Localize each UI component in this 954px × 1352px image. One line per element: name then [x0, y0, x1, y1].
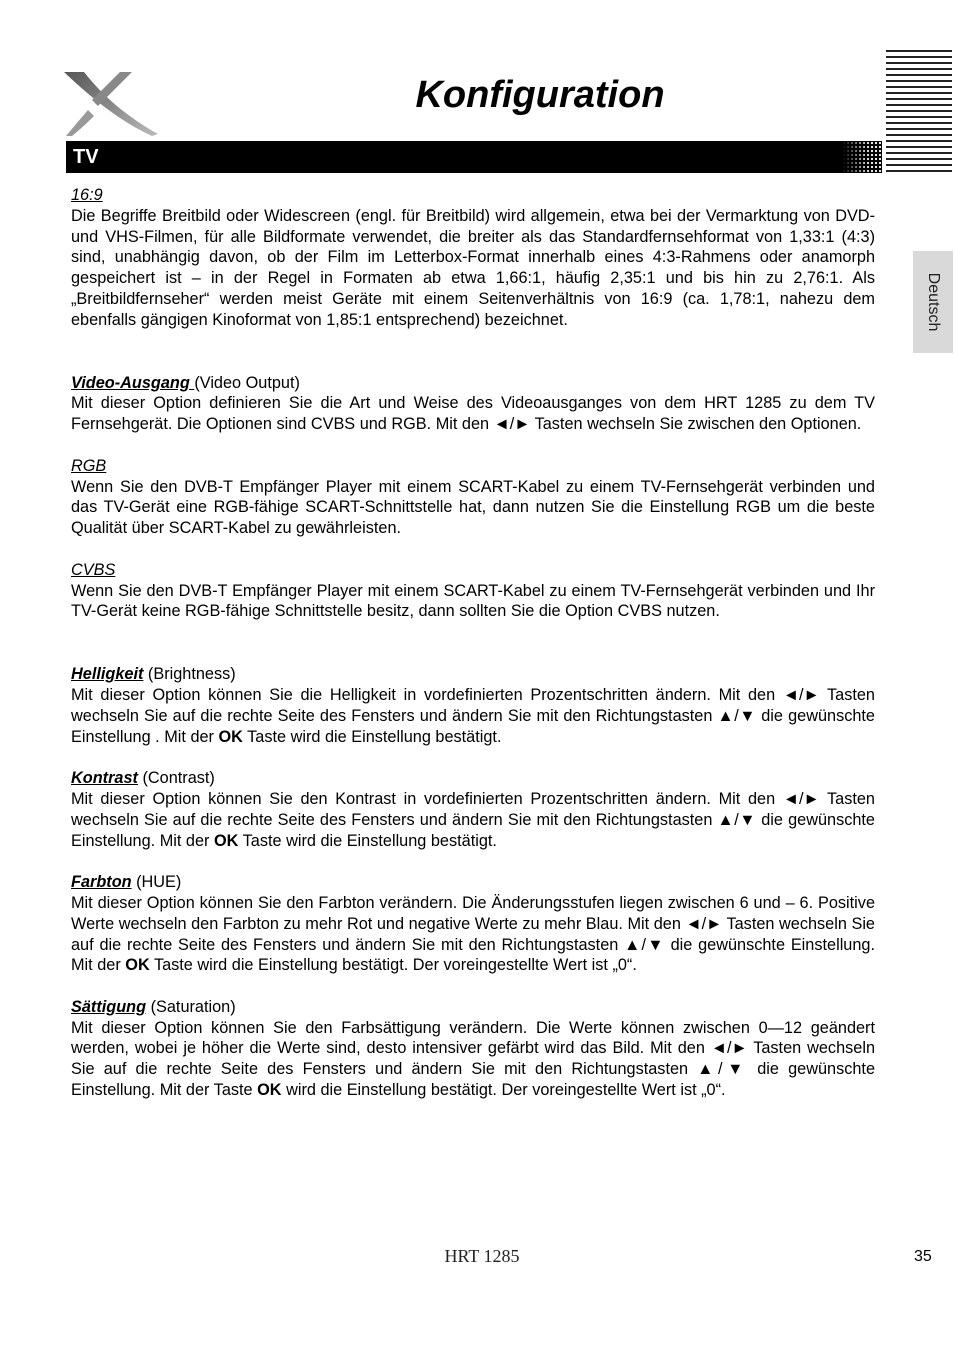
- ok-key-label: OK: [213, 831, 239, 850]
- decorative-stripes: [886, 50, 952, 178]
- section-body: [71, 685, 875, 747]
- dot-pattern-icon: [842, 141, 882, 173]
- section-saettigung: [71, 997, 875, 1101]
- body-text: Mit dieser Option können Sie den Kontrast in vordefinierten Prozentschritten ändern. Mit den ◄/► Tasten wechseln Sie auf die rechte Seite des Fensters und ändern Sie mit den Richtungstasten ▲/▼ die gewünschte Einstellung. Mit der: [71, 789, 875, 850]
- section-heading: Kontrast: [71, 769, 138, 788]
- section-heading: 16:9: [71, 186, 103, 204]
- section-heading: Helligkeit: [71, 665, 144, 684]
- section-body: Die Begriffe Breitbild oder Widescreen (engl. für Breitbild) wird allgemein, etwa bei der Vermarktung von DVD- und VHS-Filmen, für alle Bildformate verwendet, die breiter als das Standardfernsehformat von 1,33:1 (4:3) sind, unabhängig davon, ob der Film im Letterbox-Format innerhalb eines 4:3-Rahmens oder anamorph gespeichert ist – in der Regel in Formaten ab etwa 1,66:1, häufig 2,35:1 und bis hin zu 2,76:1. Als „Breitbildfernseher“ werden meist Geräte mit einem Seitenverhältnis von 16:9 (ca. 1,78:1, nahezu dem ebenfalls gängigen Kinoformat von 1,85:1 entsprechend) bezeichnet.: [71, 206, 875, 329]
- ok-key-label: OK: [257, 1081, 282, 1100]
- section-farbton: [71, 872, 875, 976]
- section-16-9: [71, 185, 875, 331]
- section-body: Mit dieser Option definieren Sie die Art und Weise des Videoausganges von dem HRT 1285 zu dem TV Fernsehgerät. Die Optionen sind CVBS und RGB. Mit den ◄/► Tasten wechseln Sie zwischen den Optionen.: [71, 394, 875, 434]
- page-number: 35: [914, 1248, 932, 1265]
- section-body: Wenn Sie den DVB-T Empfänger Player mit einem SCART-Kabel zu einem TV-Fernsehgerät verbinden und das TV-Gerät eine RGB-fähige SCART-Schnittstelle hat, dann nutzen Sie die Einstellung RGB um die beste Qualität über SCART-Kabel zu gewährleisten.: [71, 477, 875, 538]
- section-heading: Sättigung: [71, 997, 147, 1016]
- section-body: [71, 789, 875, 851]
- ok-key-label: OK: [125, 956, 150, 975]
- section-header-bar: [66, 141, 882, 173]
- footer-brand: HRT 1285: [444, 1246, 520, 1266]
- section-heading: CVBS: [71, 560, 116, 579]
- section-subtitle: (Saturation): [146, 997, 236, 1016]
- section-heading: RGB: [71, 456, 107, 475]
- body-text: Mit dieser Option können Sie den Farbton verändern. Die Änderungsstufen liegen zwischen 6 und – 6. Positive Werte wechseln den Farbton zu mehr Rot und negative Werte zu mehr Blau. Mit den ◄/► Tasten wechseln Sie auf die rechte Seite des Fensters und ändern Sie mit den Richtungstasten ▲/▼ die gewünschte Einstellung. Mit der: [71, 893, 875, 975]
- section-body: [71, 1018, 875, 1101]
- ok-key-label: OK: [218, 727, 243, 746]
- body-text: Taste wird die Einstellung bestätigt.: [242, 727, 502, 746]
- main-content: [71, 185, 875, 1101]
- section-subtitle: (Contrast): [137, 769, 215, 788]
- section-helligkeit: [71, 664, 875, 747]
- page-title: Konfiguration: [415, 74, 665, 116]
- body-text: Mit dieser Option können Sie den Farbsättigung verändern. Die Werte können zwischen 0—12 geändert werden, wobei je höher die Werte sind, desto intensiver gefärbt wird das Bild. Mit den ◄/► Tasten wechseln Sie auf die rechte Seite des Fensters und ändern Sie mit den Richtungstasten ▲/▼ die gewünschte Einstellung. Mit der Taste: [71, 1018, 875, 1100]
- section-subtitle: (Video Output): [194, 373, 300, 392]
- section-title: TV: [73, 146, 99, 168]
- section-kontrast: [71, 768, 875, 851]
- section-subtitle: (HUE): [131, 873, 182, 892]
- section-rgb: [71, 456, 875, 539]
- section-cvbs: [71, 560, 875, 622]
- body-text: Taste wird die Einstellung bestätigt. Der voreingestellte Wert ist „0“.: [149, 956, 637, 975]
- section-video-ausgang: [71, 373, 875, 435]
- body-text: wird die Einstellung bestätigt. Der voreingestellte Wert ist „0“.: [281, 1081, 726, 1100]
- language-side-tab: [913, 251, 953, 353]
- body-text: Taste wird die Einstellung bestätigt.: [238, 831, 497, 850]
- section-body: Wenn Sie den DVB-T Empfänger Player mit einem SCART-Kabel zu einem TV-Fernsehgerät verbinden und Ihr TV-Gerät keine RGB-fähige Schnittstelle besitz, dann sollten Sie die Option CVBS nutzen.: [71, 581, 875, 621]
- section-heading: Video-Ausgang: [71, 373, 195, 392]
- section-subtitle: (Brightness): [143, 665, 236, 684]
- language-label: Deutsch: [925, 272, 942, 332]
- section-heading: Farbton: [71, 873, 132, 892]
- section-body: [71, 893, 875, 976]
- body-text: Mit dieser Option können Sie die Helligkeit in vordefinierten Prozentschritten ändern. Mit den ◄/► Tasten wechseln Sie auf die rechte Seite des Fensters und ändern Sie mit den Richtungstasten ▲/▼ die gewünschte Einstellung . Mit der: [71, 685, 875, 746]
